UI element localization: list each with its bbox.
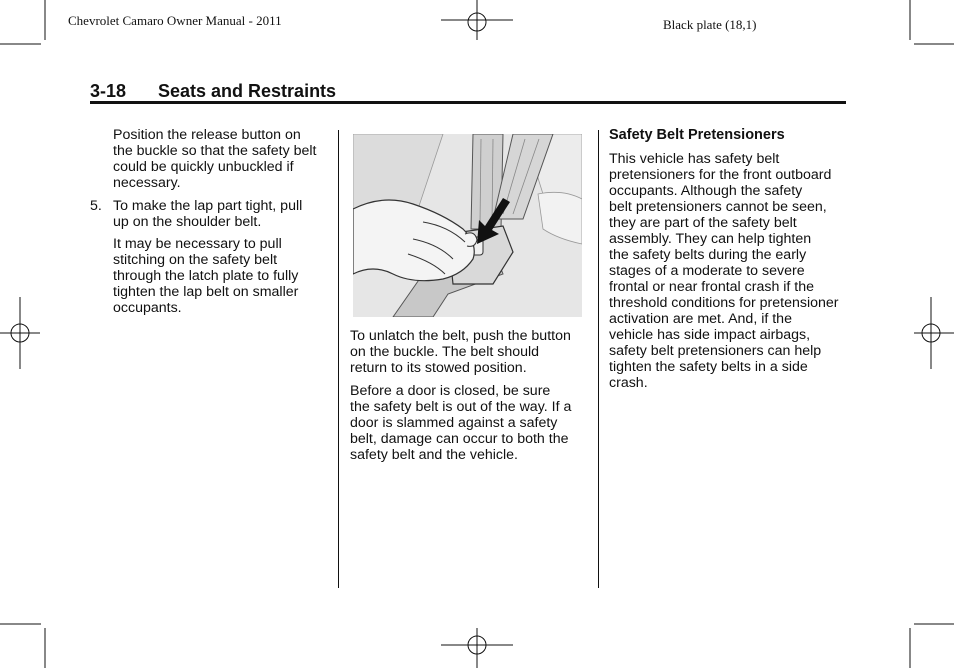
text-line: stitching on the safety belt <box>113 252 278 268</box>
text-line: Before a door is closed, be sure <box>350 383 551 399</box>
text-line: tighten the safety belts in a side <box>609 359 808 375</box>
text-line: they are part of the safety belt <box>609 215 797 231</box>
col1-step-5 <box>113 198 333 230</box>
text-line: pretensioners for the front outboard <box>609 167 832 183</box>
title-rule <box>90 101 846 104</box>
text-line: To unlatch the belt, push the button <box>350 328 571 344</box>
col2-paragraph-1 <box>350 328 588 376</box>
text-line: door is slammed against a safety <box>350 415 558 431</box>
text-line: on the buckle. The belt should <box>350 344 540 360</box>
text-line: safety belt pretensioners can help <box>609 343 822 359</box>
text-line: occupants. <box>113 300 182 316</box>
text-line: vehicle has side impact airbags, <box>609 327 811 343</box>
text-line: threshold conditions for pretensioner <box>609 295 839 311</box>
text-line: stages of a moderate to severe <box>609 263 805 279</box>
col1-paragraph-2 <box>113 236 333 316</box>
text-line: crash. <box>609 375 648 391</box>
text-line: activation are met. And, if the <box>609 311 792 327</box>
text-line: could be quickly unbuckled if <box>113 159 294 175</box>
text-line: To make the lap part tight, pull <box>113 198 303 214</box>
running-header-right: Black plate (18,1) <box>663 17 757 32</box>
text-line: return to its stowed position. <box>350 360 527 376</box>
seat-belt-buckle-illustration <box>353 134 582 317</box>
text-line: occupants. Although the safety <box>609 183 803 199</box>
text-line: Position the release button on <box>113 127 301 143</box>
subsection-heading: Safety Belt Pretensioners <box>609 127 785 143</box>
text-line: tighten the lap belt on smaller <box>113 284 299 300</box>
column-divider-2 <box>598 130 599 588</box>
running-header-left: Chevrolet Camaro Owner Manual - 2011 <box>68 13 282 28</box>
section-title: Seats and Restraints <box>158 81 337 101</box>
text-line: through the latch plate to fully <box>113 268 299 284</box>
col2-paragraph-2 <box>350 383 588 463</box>
text-line: the buckle so that the safety belt <box>113 143 317 159</box>
text-line: up on the shoulder belt. <box>113 214 262 230</box>
page-number: 3-18 <box>90 81 127 101</box>
text-line: the safety belt is out of the way. If a <box>350 399 572 415</box>
col1-paragraph-1 <box>113 127 333 191</box>
text-line: safety belt and the vehicle. <box>350 447 518 463</box>
text-line: belt, damage can occur to both the <box>350 431 569 447</box>
text-line: This vehicle has safety belt <box>609 151 780 167</box>
col3-paragraph <box>609 151 849 391</box>
step-number: 5. <box>90 198 102 214</box>
text-line: belt pretensioners cannot be seen, <box>609 199 827 215</box>
text-line: It may be necessary to pull <box>113 236 282 252</box>
text-line: necessary. <box>113 175 181 191</box>
text-line: the safety belts during the early <box>609 247 807 263</box>
text-line: frontal or near frontal crash if the <box>609 279 815 295</box>
text-line: assembly. They can help tighten <box>609 231 812 247</box>
column-divider-1 <box>338 130 339 588</box>
